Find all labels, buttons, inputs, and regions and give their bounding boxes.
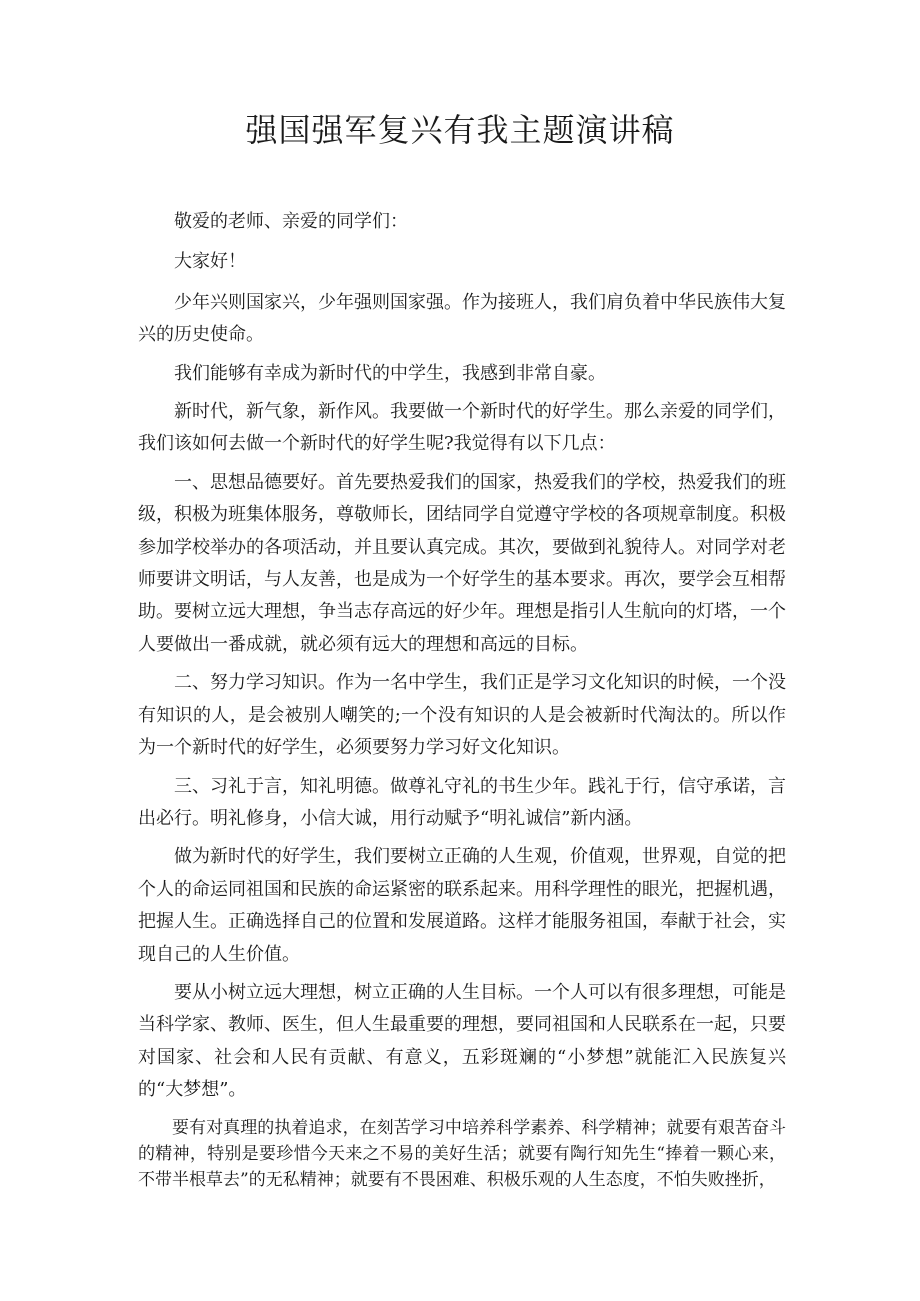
paragraph-point-3: 三、习礼于言，知礼明德。做尊礼守礼的书生少年。践礼于行，信守承诺，言出必行。明礼修身，小信大诚，用行动赋予“明礼诚信”新内涵。 <box>138 775 786 829</box>
paragraph: 做为新时代的好学生，我们要树立正确的人生观，价值观，世界观，自觉的把个人的命运同祖国和民族的命运紧密的联系起来。用科学理性的眼光，把握机遇，把握人生。正确选择自己的位置和发展道路。这样才能服务祖国，奉献于社会，实现自己的人生价值。 <box>138 846 786 965</box>
paragraph-point-2: 二、努力学习知识。作为一名中学生，我们正是学习文化知识的时候，一个没有知识的人，是会被别人嘲笑的;一个没有知识的人是会被新时代淘汰的。所以作为一个新时代的好学生，必须要努力学习好文化知识。 <box>138 672 786 759</box>
document-title: 强国强军复兴有我主题演讲稿 <box>245 111 675 149</box>
paragraph: 新时代，新气象，新作风。我要做一个新时代的好学生。那么亲爱的同学们，我们该如何去做一个新时代的好学生呢?我觉得有以下几点： <box>138 401 786 455</box>
paragraph: 我们能够有幸成为新时代的中学生，我感到非常自豪。 <box>174 362 606 384</box>
paragraph: 少年兴则国家兴，少年强则国家强。作为接班人，我们肩负着中华民族伟大复兴的历史使命。 <box>138 291 786 346</box>
paragraph-point-1: 一、思想品德要好。首先要热爱我们的国家，热爱我们的学校，热爱我们的班级，积极为班集体服务，尊敬师长，团结同学自觉遵守学校的各项规章制度。积极参加学校举办的各项活动，并且要认真完成。其次，要做到礼貌待人。对同学对老师要讲文明话，与人友善，也是成为一个好学生的基本要求。再次，要学会互相帮助。要树立远大理想，争当志存高远的好少年。理想是指引人生航向的灯塔，一个人要做出一番成就，就必须有远大的理想和高远的目标。 <box>138 471 786 655</box>
paragraph: 要有对真理的执着追求，在刻苦学习中培养科学素养、科学精神；就要有艰苦奋斗的精神，特别是要珍惜今天来之不易的美好生活；就要有陶行知先生“捧着一颗心来，不带半根草去”的无私精神；就要有不畏困难、积极乐观的人生态度，不怕失败挫折， <box>138 1117 786 1190</box>
paragraph-greeting: 大家好！ <box>174 251 246 273</box>
paragraph: 要从小树立远大理想，树立正确的人生目标。一个人可以有很多理想，可能是当科学家、教师、医生，但人生最重要的理想，要同祖国和人民联系在一起，只要对国家、社会和人民有贡献、有意义，五彩斑斓的“小梦想”就能汇入民族复兴的“大梦想”。 <box>138 981 786 1101</box>
document-body <box>138 206 786 1199</box>
paragraph-salutation: 敬爱的老师、亲爱的同学们： <box>174 211 408 232</box>
